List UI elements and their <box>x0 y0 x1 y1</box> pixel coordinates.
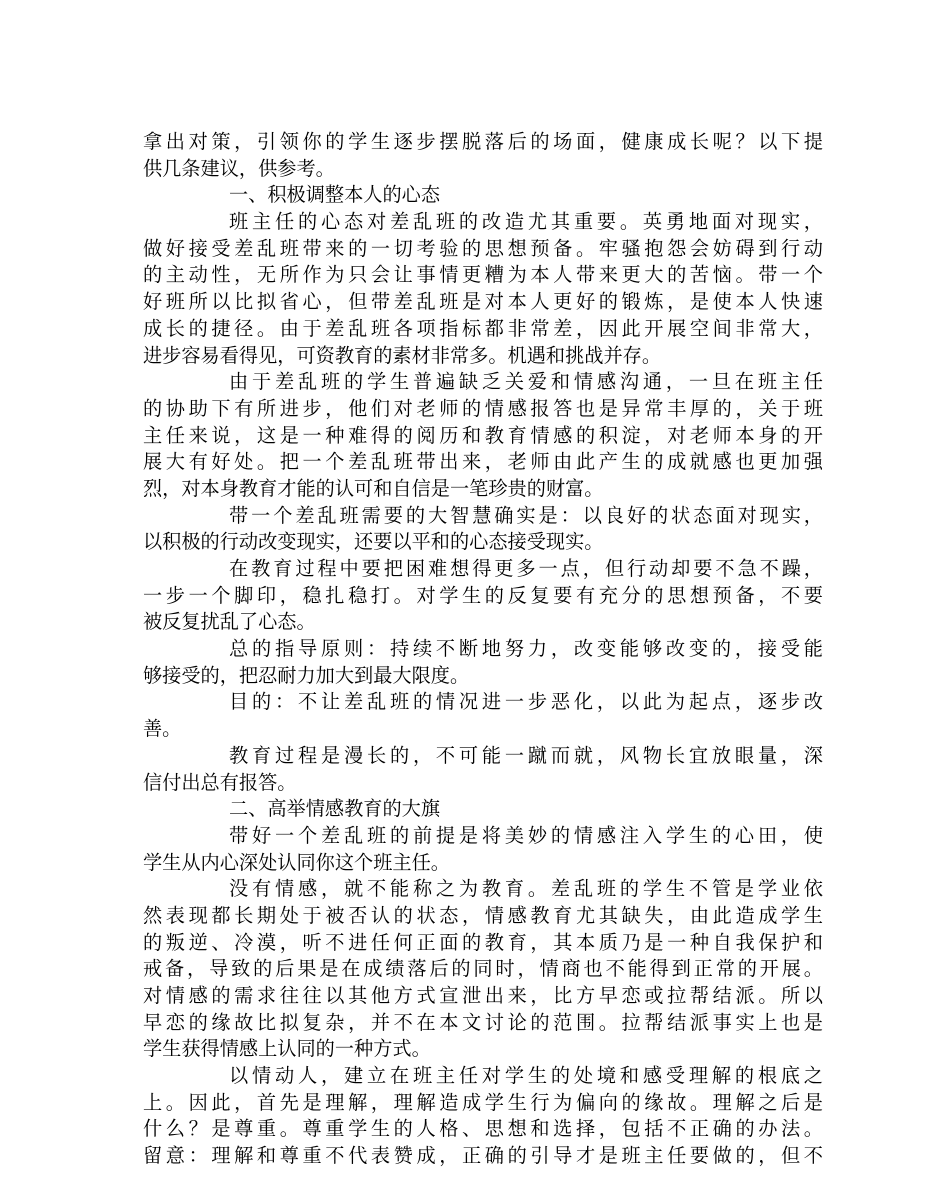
text-line: 戒备，导致的后果是在成绩落后的同时，情商也不能得到正常的开展。 <box>143 957 823 981</box>
text-line: 留意：理解和尊重不代表赞成，正确的引导才是班主任要做的，但不 <box>143 1144 823 1168</box>
text-line: 总的指导原则：持续不断地努力，改变能够改变的，接受能 <box>229 637 823 661</box>
text-line: 烈，对本身教育才能的认可和自信是一笔珍贵的财富。 <box>143 476 604 500</box>
text-line: 上。因此，首先是理解，理解造成学生行为偏向的缘故。理解之后是 <box>143 1090 823 1114</box>
text-line: 学生从内心深处认同你这个班主任。 <box>143 850 450 874</box>
text-line: 没有情感，就不能称之为教育。差乱班的学生不管是学业依 <box>229 877 823 901</box>
text-line: 目的：不让差乱班的情况进一步恶化，以此为起点，逐步改 <box>229 690 823 714</box>
text-line: 以情动人，建立在班主任对学生的处境和感受理解的根底之 <box>229 1064 823 1088</box>
text-line: 由于差乱班的学生普遍缺乏关爱和情感沟通，一旦在班主任 <box>229 370 823 394</box>
text-line: 的协助下有所进步，他们对老师的情感报答也是异常丰厚的，关于班 <box>143 396 823 420</box>
text-line: 进步容易看得见，可资教育的素材非常多。机遇和挑战并存。 <box>143 343 662 367</box>
text-line: 在教育过程中要把困难想得更多一点，但行动却要不急不躁， <box>229 557 823 580</box>
text-line: 然表现都长期处于被否认的状态，情感教育尤其缺失，由此造成学生 <box>143 903 823 927</box>
text-line: 带一个差乱班需要的大智慧确实是：以良好的状态面对现实， <box>229 503 823 527</box>
text-line: 带好一个差乱班的前提是将美妙的情感注入学生的心田，使 <box>229 823 823 847</box>
text-line: 成长的捷径。由于差乱班各项指标都非常差，因此开展空间非常大， <box>143 316 823 340</box>
text-line: 好班所以比拟省心，但带差乱班是对本人更好的锻炼，是使本人快速 <box>143 290 823 314</box>
text-line: 的主动性，无所作为只会让事情更糟为本人带来更大的苦恼。带一个 <box>143 263 823 287</box>
section-heading: 二、高举情感教育的大旗 <box>229 797 441 821</box>
text-line: 一步一个脚印，稳扎稳打。对学生的反复要有充分的思想预备，不要 <box>143 583 823 607</box>
text-line: 早恋的缘故比拟复杂，并不在本文讨论的范围。拉帮结派事实上也是 <box>143 1010 823 1034</box>
text-line: 够接受的，把忍耐力加大到最大限度。 <box>143 663 470 687</box>
document-body <box>143 129 823 1170</box>
text-line: 学生获得情感上认同的一种方式。 <box>143 1037 431 1061</box>
text-line: 做好接受差乱班带来的一切考验的思想预备。牢骚抱怨会妨碍到行动 <box>143 236 823 260</box>
text-line: 展大有好处。把一个差乱班带出来，老师由此产生的成就感也更加强 <box>143 450 823 474</box>
text-line: 主任来说，这是一种难得的阅历和教育情感的积淀，对老师本身的开 <box>143 423 823 447</box>
text-line: 教育过程是漫长的，不可能一蹴而就，风物长宜放眼量，深 <box>229 743 823 767</box>
section-heading: 一、积极调整本人的心态 <box>229 183 441 207</box>
text-line: 善。 <box>143 717 182 741</box>
text-line: 拿出对策，引领你的学生逐步摆脱落后的场面，健康成长呢？以下提 <box>143 130 823 153</box>
text-line: 供几条建议，供参考。 <box>143 156 335 180</box>
text-line: 班主任的心态对差乱班的改造尤其重要。英勇地面对现实， <box>229 210 823 234</box>
text-line: 信付出总有报答。 <box>143 770 297 794</box>
text-line: 以积极的行动改变现实，还要以平和的心态接受现实。 <box>143 530 604 554</box>
text-line: 的叛逆、冷漠，听不进任何正面的教育，其本质乃是一种自我保护和 <box>143 930 823 954</box>
text-line: 被反复扰乱了心态。 <box>143 610 316 634</box>
text-line: 什么？是尊重。尊重学生的人格、思想和选择，包括不正确的办法。 <box>143 1117 823 1141</box>
text-line: 对情感的需求往往以其他方式宣泄出来，比方早恋或拉帮结派。所以 <box>143 984 823 1007</box>
